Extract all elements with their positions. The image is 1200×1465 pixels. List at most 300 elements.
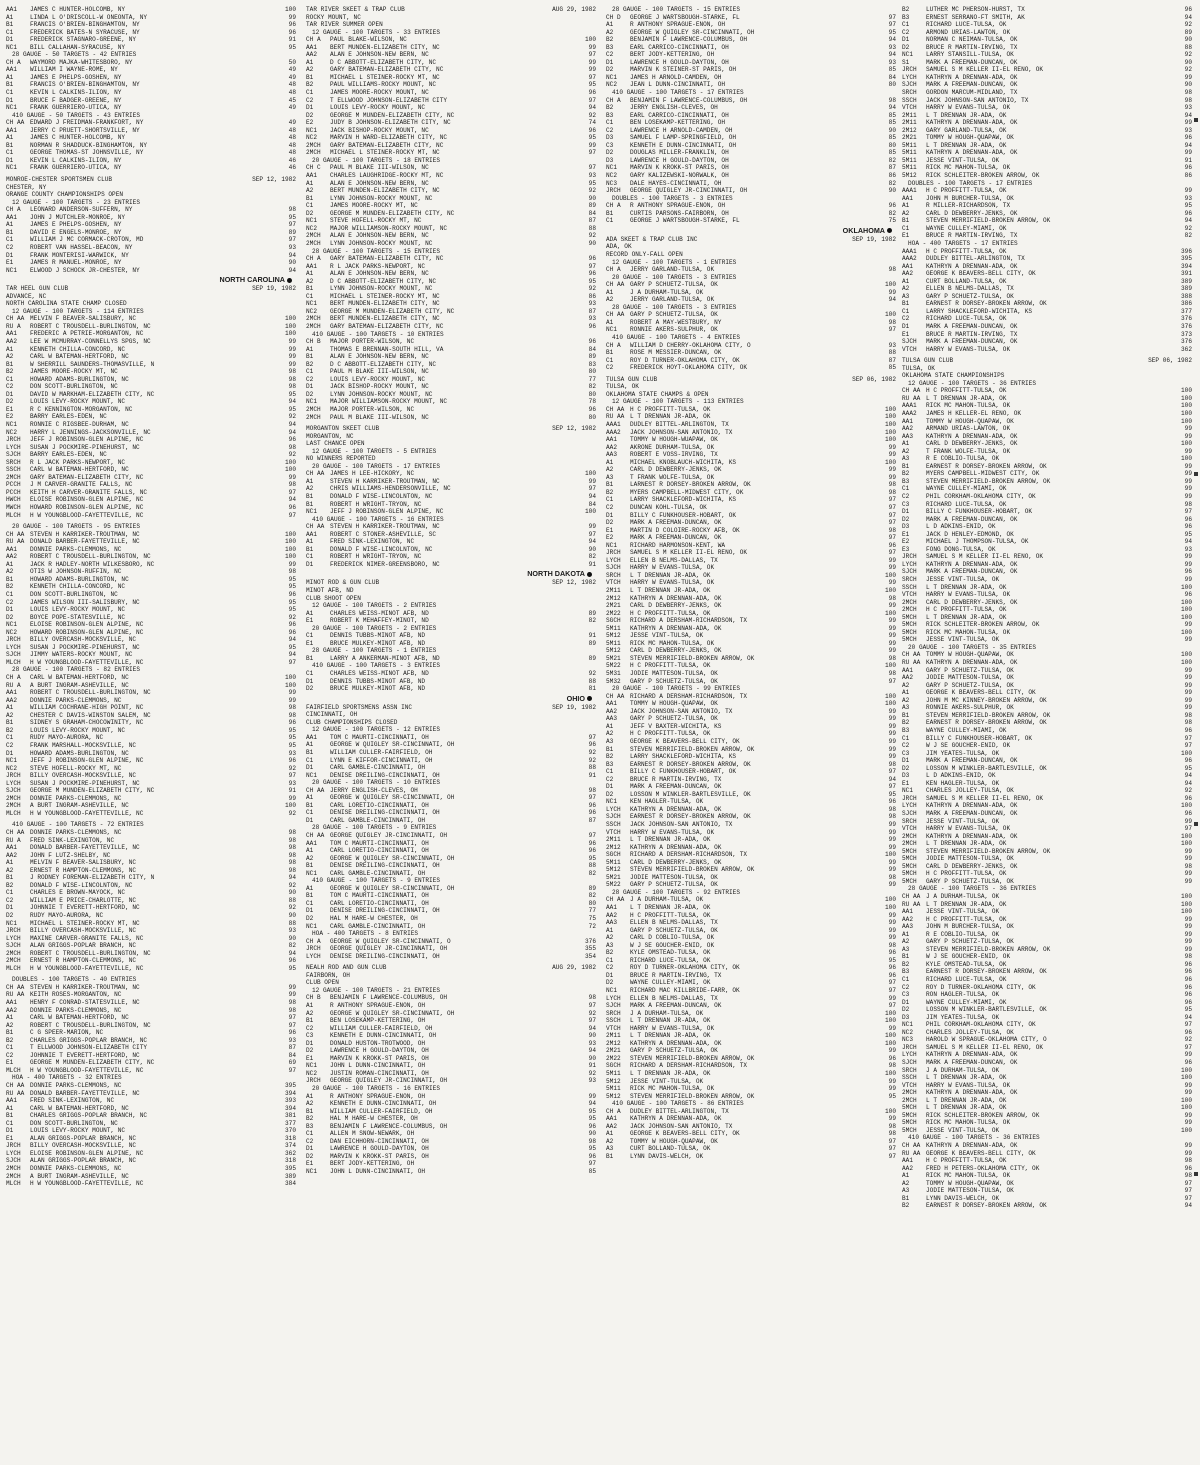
class-code: AAA2 [902,255,917,263]
column-3 [606,6,896,1161]
score: 92 [288,613,296,621]
class-code: E1 [6,1059,14,1067]
score: 98 [288,711,296,719]
club-info-line: CLUB CHAMPIONSHIPS CLOSED [306,718,398,726]
event-heading: 12 GAUGE - 100 TARGETS - 33 ENTRIES [312,28,440,36]
result-row [6,259,296,267]
class-code: 2MCH [6,957,21,965]
class-code: C2 [902,983,910,991]
result-row [902,285,1192,293]
result-row [306,89,596,97]
score: 96 [1184,1059,1192,1067]
shooter-name: JOHN L DUNN-CINCINNATI, OH [330,1062,426,1070]
result-row [6,757,296,765]
shooter-name: JOHN M MC KINNEY-BROKEN ARROW, OK [926,696,1047,704]
result-row [6,36,296,44]
shooter-name: JEAN L DUNN-CINCINNATI, OH [630,81,726,89]
bullet-icon [587,572,592,577]
shooter-name: KATHRYN A DRENNAN-ADA, OK [630,843,722,851]
result-row [606,36,896,44]
score: 77 [588,375,596,383]
class-code: B2 [606,104,614,112]
shooter-name: SAMUEL S M KELLER II-EL RENO, OK [926,553,1044,561]
shooter-name: PAUL M BLAKE III-WILSON, NC [330,413,429,421]
shooter-name: MARK A FREEMAN-DUNCAN, OK [630,534,722,542]
class-code: NC1 [606,326,617,334]
class-code: C2 [902,315,910,323]
shooter-name: JACK BISHOP-ROCKY MOUNT, NC [330,383,429,391]
shooter-name: STEVEN MERRIFIELD-BROKEN ARROW, OK [926,711,1051,719]
score: 95 [888,1092,896,1100]
shooter-name: R ANTHONY SPRAGUE-ENON, OH [330,1002,426,1009]
result-row [606,881,896,889]
result-row [6,391,296,399]
result-row [6,1097,296,1105]
shooter-name: H W YOUNGBLOOD-FAYETTEVILLE, NC [30,1180,144,1188]
shooter-name: BERT MUNDEN-ELIZABETH CITY, NC [330,315,440,323]
result-row [6,119,296,127]
shooter-name: EARNEST R DORSEY-BROKEN ARROW, OK [630,813,751,821]
score: 99 [888,1024,896,1032]
result-row [6,583,296,591]
state-name: NORTH CAROLINA [219,275,285,285]
shooter-name: LOSSON M WINKLER-BARTLESVILLE, OK [630,790,751,798]
class-code: VTCH [902,345,917,353]
shooter-name: MARK A FREEMAN-DUNCAN, OK [926,515,1018,523]
shooter-name: JEFF J ROBINSON-GLEN ALPINE, NC [30,757,144,765]
score: 95 [588,854,596,862]
score: 89 [588,639,596,647]
result-row [306,1168,596,1176]
score: 99 [888,707,896,715]
class-code: B3 [306,1122,314,1130]
class-code: A1 [606,458,614,466]
score: 82 [1184,232,1192,240]
score: 100 [885,1009,896,1017]
score: 85 [588,1168,596,1176]
class-code: E1 [306,1160,314,1168]
shooter-name: LOUIS LEVY-ROCKY MOUNT, NC [330,104,426,112]
event-heading: DOUBLES - 100 TARGETS - 40 ENTRIES [12,976,137,984]
class-code: 2M11 [902,111,917,119]
class-code: 5M11 [902,149,917,157]
result-row [902,606,1192,614]
shooter-name: J A DURHAM-TULSA, OK [630,288,704,296]
shooter-name: CARL D DEWBERRY-JENKS, OK [630,602,722,610]
score: 96 [588,126,596,134]
shooter-name: ROBERT E VOSS-IRVING, TX [630,451,718,459]
shooter-name: CHARLES GRIGGS-POPLAR BRANCH, NC [30,1112,148,1120]
score: 100 [885,851,896,859]
result-row [902,576,1192,584]
class-code: C2 [606,964,614,972]
shooter-name: JODIE MATTESON-TULSA, OK [630,873,718,881]
shooter-name: CHARLES JOLLEY-TULSA, OK [926,787,1014,795]
score: 318 [285,1134,296,1142]
shooter-name: GEORGE W QUIGLEY SR-CINCINNATI, OH [330,741,455,749]
shooter-name: CARL D DEWBERRY-JENKS, OK [926,209,1018,217]
result-row [306,685,596,693]
result-row [306,757,596,765]
class-code: C2 [606,51,614,59]
score: 96 [888,971,896,979]
shooter-name: ROBERT C STONER-ASHEVILLE, SC [330,530,437,538]
class-code: SJCH [606,1002,621,1010]
score: 99 [1184,689,1192,697]
shooter-name: PAUL M BLAKE III-WILSON, NC [330,368,429,376]
class-code: B1 [6,874,14,882]
shooter-name: BENJAMIN F LAWRENCE-COLUMBUS, OH [330,1122,448,1130]
shooter-name: RICK MC MAHON-TULSA, OK [926,164,1011,172]
event-heading: 410 GAUGE - 100 TARGETS - 72 ENTRIES [12,821,144,829]
shooter-name: KATHRYN A DRENNAN-ADA, OK [926,119,1018,127]
result-row [902,485,1192,493]
score: 80 [588,413,596,421]
score: 82 [888,209,896,217]
class-code: D1 [6,749,14,757]
shooter-name: MYERS CAMPBELL-MIDWEST CITY, OK [630,488,744,496]
shooter-name: BOYCE POPE-STATESVILLE, NC [30,613,126,621]
class-code: E1 [6,405,14,413]
score: 95 [888,28,896,36]
shooter-name: J A DURHAM-TULSA, OK [630,896,704,904]
state-name: NORTH DAKOTA [527,569,585,579]
result-row [306,142,596,150]
score: 96 [588,405,596,413]
class-code: NC2 [306,307,317,315]
result-row [606,964,896,972]
shooter-name: DONNIE PARKS-CLEMMONS, NC [30,1006,122,1014]
score: 69 [288,1059,296,1067]
shooter-name: KATHRYN A DRENNAN-ADA, OK [926,1051,1018,1059]
shooter-name: GARY P SCHUETZ-TULSA, OK [926,292,1014,300]
shooter-name: RICK SCHLEITER-BROKEN ARROW, OK [926,621,1040,629]
class-code: CH AA [6,983,25,991]
score: 94 [1184,779,1192,787]
score: 97 [888,1002,896,1010]
score: 87 [888,356,896,364]
result-row [606,783,896,791]
class-code: A3 [902,292,910,300]
class-code: E2 [6,413,14,421]
shooter-name: DAN EICHHORN-CINCINNATI, OH [330,1137,429,1145]
shooter-name: CARL GAMBLE-CINCINNATI, OH [330,922,426,930]
shooter-name: KYLE OMSTEAD-TULSA, OK [926,960,1007,968]
result-row [606,1017,896,1025]
result-row [606,776,896,784]
score: 98 [588,1137,596,1145]
class-code: B1 [6,141,14,149]
shooter-name: HOWARD ROBINSON-GLEN ALPINE, NC [30,504,144,511]
shooter-name: H C PROFFITT-TULSA, OK [926,606,1007,614]
shooter-name: L T DRENNAN JR-ADA, OK [926,613,1007,621]
score: 96 [288,21,296,29]
shooter-name: T ELLWOOD JOHNSON-ELIZABETH CITY [30,1044,148,1052]
class-code: MLCH [6,511,21,519]
result-row [606,134,896,142]
event-heading: 28 GAUGE - 100 TARGETS - 92 ENTRIES [612,888,740,896]
shooter-name: ELLEN B NELMS-DALLAS, TX [630,919,718,927]
score: 100 [885,413,896,421]
shooter-name: BRUCE MULKEY-MINOT AFB, ND [330,685,426,693]
score: 100 [1181,606,1192,614]
score: 94 [888,51,896,59]
result-row [6,920,296,928]
shooter-name: RICHARD A DERSHAM-RICHARDSON, TX [630,851,748,859]
class-code: D1 [6,1127,14,1135]
class-code: AA1 [6,689,17,697]
score: 48 [288,81,296,89]
shooter-name: CARL D DEWBERRY-JENKS, OK [926,598,1018,606]
score: 82 [588,383,596,391]
result-row [902,119,1192,127]
result-row [6,361,296,369]
score: 100 [885,1032,896,1040]
result-row [606,429,896,437]
shooter-name: KATHRYN A DRENNAN-ADA, OK [926,149,1018,157]
score: 92 [588,285,596,293]
column-1 [6,6,296,1188]
class-code: AA1 [6,545,17,553]
result-row [902,425,1192,433]
class-code: A2 [306,1100,314,1108]
shoot-date: SEP 06, 1982 [1148,357,1192,365]
score: 97 [588,794,596,802]
score: 99 [888,730,896,738]
class-code: B1 [902,953,910,961]
class-code: AA1 [606,1115,617,1123]
class-code: NC2 [6,764,17,772]
score: 87 [588,816,596,824]
shoot-date: SEP 19, 1982 [252,285,296,293]
result-row [902,164,1192,172]
score: 362 [1181,345,1192,353]
shooter-name: EARNEST R DORSEY-BROKEN ARROW, OK [926,300,1047,308]
result-row [606,829,896,837]
score: 48 [288,126,296,134]
result-row [306,1002,596,1010]
event-heading: 410 GAUGE - 100 TARGETS - 4 ENTRIES [612,333,740,341]
club-name: TAR HEEL GUN CLUB [6,285,69,293]
class-code: C1 [306,1130,314,1138]
score: 90 [1184,36,1192,44]
score: 95 [1184,530,1192,538]
shooter-name: R MILLER-RICHARDSON, TX [926,202,1011,210]
result-row [902,727,1192,735]
class-code: NC1 [306,869,317,877]
result-row [606,81,896,89]
result-row [902,134,1192,142]
score: 96 [288,591,296,599]
class-code: D1 [306,104,314,112]
class-code: D2 [6,911,14,919]
score: 95 [588,1145,596,1153]
class-code: 2MCH [902,1089,917,1097]
score: 96 [1184,591,1192,599]
class-code: B1 [306,500,314,508]
shooter-name: L T DRENNAN JR-ADA, OK [926,111,1007,119]
shooter-name: FRANCIS O'BRIEN-BINGHAMTON, NY [30,21,140,29]
shooter-name: MARVIN K KROKK-ST PARIS, OH [330,1152,429,1160]
shooter-name: PAUL M BLAKE III-WILSON, NC [330,164,429,172]
result-row [606,319,896,327]
score: 99 [888,866,896,874]
shooter-name: JESSE VINT-TULSA, OK [630,1077,704,1085]
result-row [902,689,1192,697]
class-code: A2 [606,1137,614,1145]
result-row [902,742,1192,750]
class-code: D1 [6,251,14,259]
result-row [902,599,1192,607]
result-row [6,1029,296,1037]
result-row [606,466,896,474]
class-code: AA1 [902,908,913,916]
shooter-name: CARL W BATEMAN-HERTFORD, NC [30,1014,129,1022]
class-code: E1 [902,530,910,538]
result-row [902,455,1192,463]
shooter-name: TOMMY W HOUGH-WUAPAW, OK [630,436,718,444]
class-code: C2 [902,28,910,36]
shooter-name: H W YOUNGBLOOD-FAYETTEVILLE, NC [30,964,144,972]
score: 90 [588,1130,596,1138]
event-heading: 12 GAUGE - 100 TARGETS - 1 ENTRIES [612,258,737,266]
score: 99 [1184,877,1192,885]
class-code: B1 [306,285,314,293]
class-code: 2M21 [902,134,917,142]
shooter-name: MARK A FREEMAN-DUNCAN, OK [926,809,1018,817]
score: 94 [288,651,296,659]
score: 88 [588,862,596,870]
class-code: A3 [902,1187,910,1195]
shooter-name: DENNIS TUBBS-MINOT AFB, ND [330,677,426,685]
result-row [902,1082,1192,1090]
score: 92 [588,1069,596,1077]
score: 100 [1181,394,1192,402]
class-code: E1 [306,1054,314,1062]
shooter-name: CHESTER C DAVIS-WINSTON SALEM, NC [30,711,151,719]
scan-mark [1194,118,1198,122]
score: 49 [288,104,296,112]
shooter-name: LAWRENCE H GOULD-DAYTON, OH [330,1047,429,1055]
class-code: NC2 [606,81,617,89]
score: 92 [288,413,296,421]
result-row [902,1097,1192,1105]
score: 99 [588,523,596,531]
column-4 [902,6,1192,1210]
class-code: D3 [606,134,614,142]
score: 75 [588,914,596,922]
class-code: C1 [306,368,314,376]
class-code: CH A [606,266,621,274]
shooter-name: GEORGE M MUNDEN-ELIZABETH CITY, NC [330,307,455,315]
class-code: A1 [306,741,314,749]
class-code: 2M11 [606,1032,621,1040]
shooter-name: STEVEN H KARRIKER-TROUTMAN, NC [30,983,140,991]
result-row [902,908,1192,916]
score: 97 [1184,1021,1192,1029]
class-code: C1 [306,809,314,817]
score: 96 [588,809,596,817]
class-code: D2 [606,519,614,527]
result-row [6,1165,296,1173]
event-heading: 12 GAUGE - 100 TARGETS - 114 ENTRIES [12,307,144,315]
score: 393 [285,1097,296,1105]
result-row [6,697,296,705]
result-row [902,870,1192,878]
score: 100 [885,587,896,595]
class-code: B1 [606,481,614,489]
score: 98 [888,488,896,496]
score: 97 [588,530,596,538]
shooter-name: CARL D DEWBERRY-JENKS, OK [630,647,722,655]
event-heading: 20 GAUGE - 100 TARGETS - 95 ENTRIES [12,523,140,531]
class-code: 5M12 [902,172,917,180]
score: 99 [1184,447,1192,455]
result-row [306,485,596,493]
result-row [606,444,896,452]
result-row [902,338,1192,346]
score: 97 [1184,825,1192,833]
shooter-name: STEVEN MERRIFIELD-BROKEN ARROW, OK [926,945,1051,953]
class-code: B3 [606,111,614,119]
score: 85 [888,111,896,119]
event-heading: 12 GAUGE - 100 TARGETS - 23 ENTRIES [12,198,140,206]
class-code: SJCH [902,81,917,89]
club-info-line: LAST CHANCE OPEN [306,440,365,448]
result-row [6,466,296,474]
event-heading: 28 GAUGE - 100 TARGETS - 82 ENTRIES [12,666,140,674]
result-row [902,1112,1192,1120]
score: 100 [285,6,296,13]
score: 95 [588,1115,596,1123]
result-row [902,59,1192,67]
result-row [6,651,296,659]
class-code: C1 [6,889,14,897]
shooter-name: KATHRYN A DRENNAN-ADA, OK [926,1089,1018,1097]
shooter-name: GEORGE QUIGLEY JR-CINCINNATI, OH [330,1077,448,1085]
score: 96 [1184,983,1192,991]
shooter-name: OTIS W JOHNSON-RUFFIN, NC [30,568,122,576]
result-row [606,112,896,120]
shooter-name: L T DRENNAN JR-ADA, OK [630,1032,711,1040]
shooter-name: DONNIE PARKS-CLEMMONS, NC [30,794,122,802]
result-row [6,330,296,338]
shooter-name: A BURT INGRAM-ASHEVILLE, NC [30,681,129,689]
score: 94 [288,251,296,259]
shooter-name: RICHARD MAC KILLBRIDE-FARR, OK [630,987,740,994]
class-code: JRCH [6,772,21,780]
score: 93 [588,300,596,308]
shooter-name: KATHRYN A DRENNAN-ADA, OK [926,659,1018,667]
class-code: B1 [606,349,614,357]
class-code: AAA1 [606,420,621,428]
shooter-name: DON SCOTT-BURLINGTON, NC [30,1119,118,1127]
shooter-name: KEVIN L CALKINS-ILION, NY [30,89,122,97]
score: 93 [288,243,296,251]
class-code: 2MCH [306,232,321,240]
shooter-name: MICHAEL L STEINER-ROCKY MT, NC [330,149,440,157]
result-row [6,376,296,384]
result-row [606,557,896,565]
shooter-name: LARRY STANSILL-TULSA, OK [926,51,1014,59]
class-code: A2 [6,353,14,361]
score: 99 [888,466,896,474]
result-row [6,59,296,67]
shooter-name: STEVEN MERRIFIELD-BROKEN ARROW, OK [926,477,1051,485]
score: 100 [1181,1104,1192,1112]
shooter-name: GARY BATEMAN-ELIZABETH CITY, NC [330,322,444,330]
shooter-name: BERT MUNDEN-ELIZABETH CITY, NC [330,300,440,308]
